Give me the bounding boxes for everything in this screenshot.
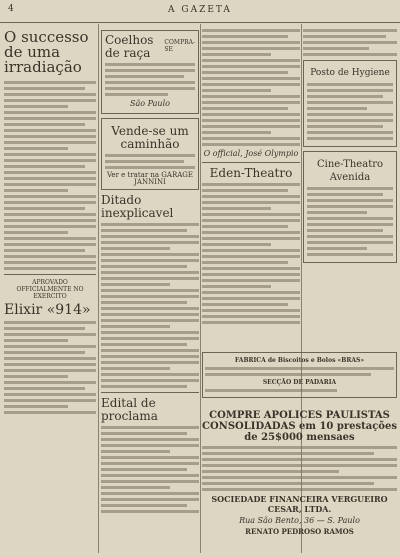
ad-fabrica (202, 348, 397, 402)
masthead (0, 0, 400, 23)
ad-caminhao (101, 118, 199, 190)
elixir-body (4, 321, 96, 414)
eden-body (202, 183, 300, 324)
cine-title: Cine-Theatro Avenida (316, 159, 384, 183)
ad-coelhos-title: Coelhos de raça (105, 33, 154, 60)
newspaper-title: A GAZETA (168, 5, 232, 15)
ad-caminhao-note: Ver e tratar na GARAGE JANNINI (107, 171, 193, 186)
cine-avenida-box (303, 151, 397, 263)
posto-title: Posto de Hygiene (310, 68, 390, 78)
ad-coelhos-signature: São Paulo (130, 99, 170, 108)
column-divider (200, 24, 201, 553)
elixir-subtitle: APROVADO OFFICIALMENTE NO EXERCITO (16, 279, 84, 300)
official-signature: O official, José Olympio (203, 149, 299, 158)
column-divider (98, 24, 99, 553)
column-3-top-text (202, 29, 300, 146)
agent-name: RENATO PEDROSO RAMOS (245, 527, 354, 536)
ad-coelhos-tag: COMPRA-SE (164, 39, 195, 53)
ad-caminhao-title: Vende-se um caminhão (111, 124, 189, 151)
sociedade-name: SOCIEDADE FINANCEIRA VERGUEIRO CESAR, LTDA. (211, 494, 388, 514)
posto-hygiene-box (303, 60, 397, 147)
elixir-title: Elixir «914» (4, 302, 91, 318)
column-1 (4, 26, 96, 553)
secao-padaria: SECÇÃO DE PADARIA (262, 379, 337, 386)
sociedade-address: Rua São Bento, 36 — S. Paulo (239, 516, 360, 525)
article-title-edital: Edital de proclama (101, 396, 158, 423)
ad-apolices (202, 408, 397, 538)
article-title-ditado: Ditado inexplicavel (101, 193, 174, 220)
fabrica-name: FABRICA de Biscoitos e Bolos «BRAS» (234, 357, 365, 364)
section-rule (4, 274, 96, 275)
edital-body (101, 426, 199, 513)
article-body (4, 81, 96, 270)
apolices-title: COMPRE APOLICES PAULISTAS CONSOLIDADAS em 10 prestações de 25$000 mensaes (202, 410, 397, 443)
ad-coelhos (101, 30, 199, 114)
article-title-successo: O successo de uma irradiação (4, 28, 89, 76)
column-2 (101, 26, 199, 553)
page-number: 4 (8, 4, 14, 14)
article-title-eden: Eden-Theatro (209, 166, 293, 180)
ditado-body (101, 223, 199, 388)
